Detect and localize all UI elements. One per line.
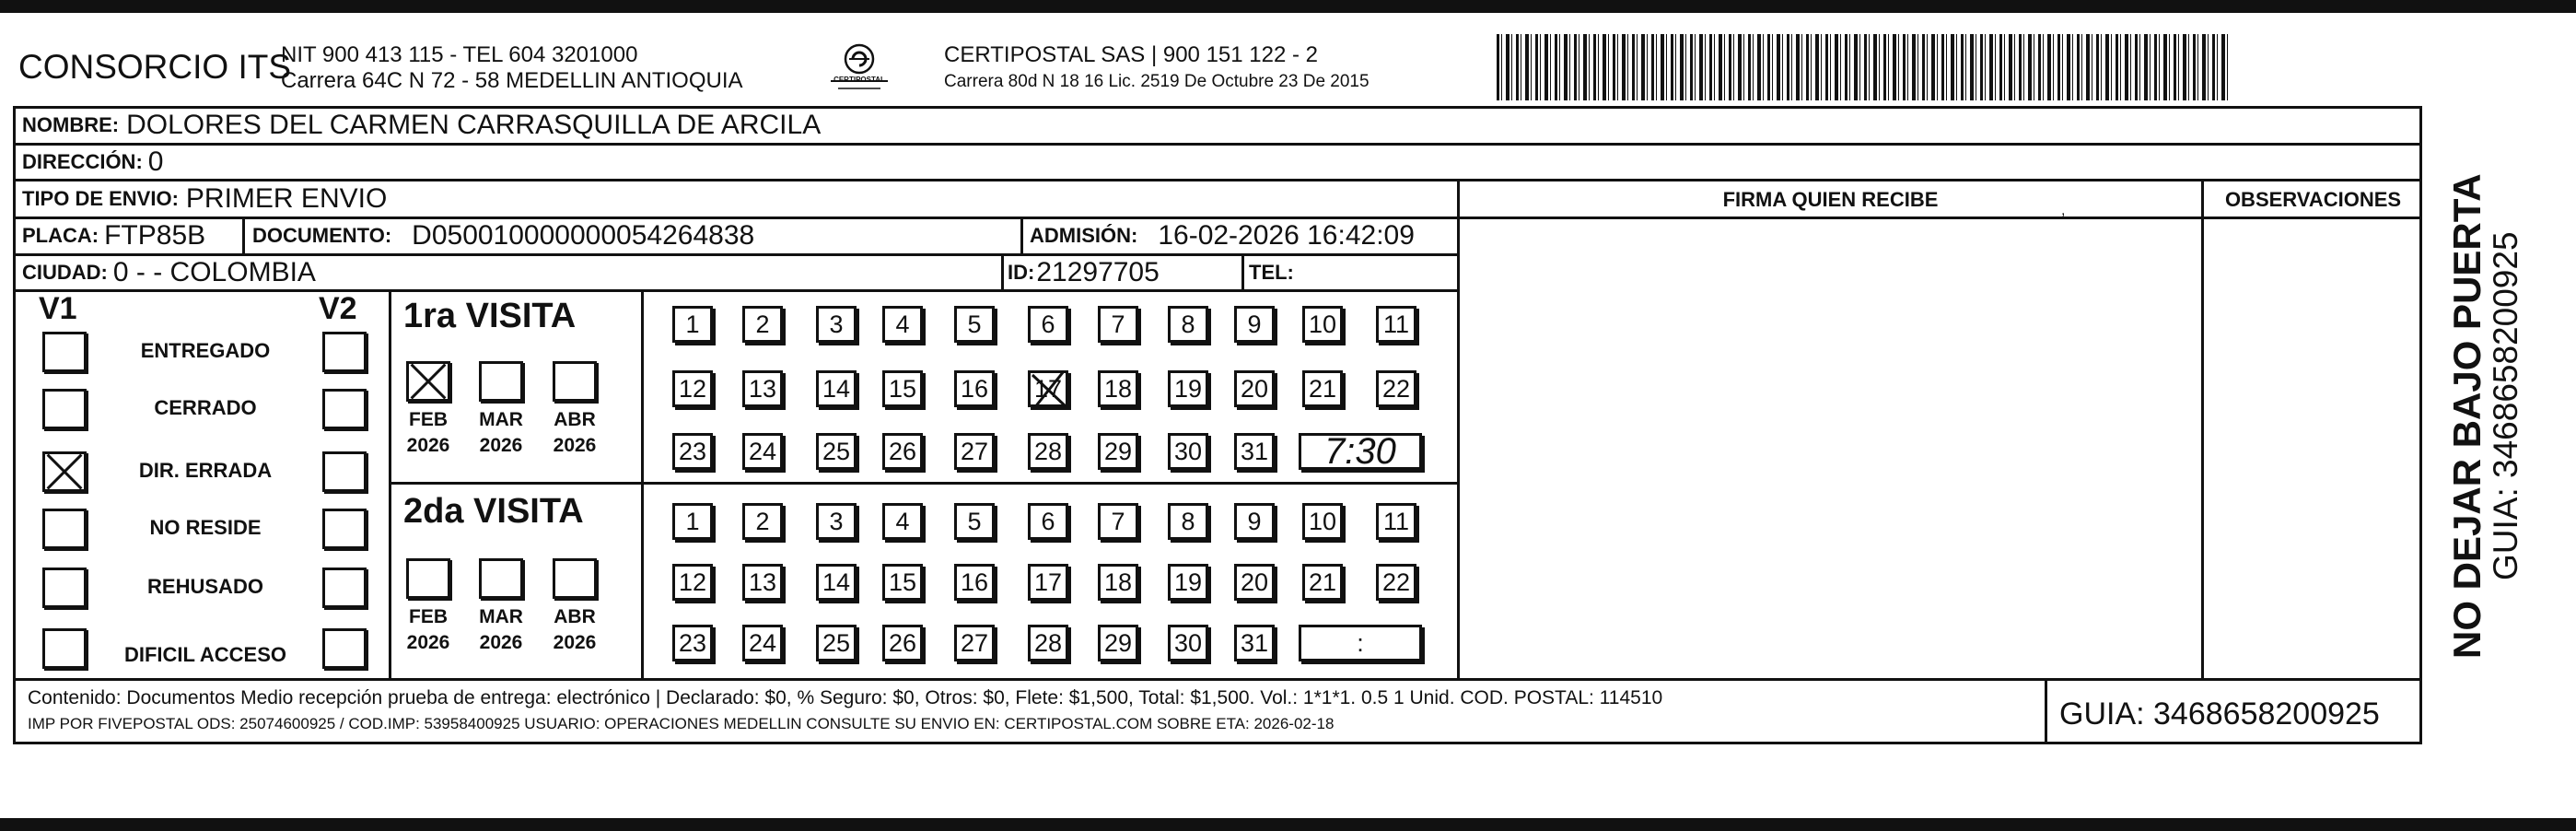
month-year: 2026 [553,435,597,456]
status-label: CERRADO [154,396,257,419]
second-visit-month-checkbox[interactable] [479,558,523,599]
barcode [1497,34,2229,100]
nombre-label: NOMBRE: [22,113,120,136]
second-visit-day-box[interactable]: 5 [954,503,995,540]
first-visit-day-box[interactable]: 15 [882,370,923,407]
col-line-obs [2201,179,2204,680]
second-visit-day-box[interactable]: 7 [1098,503,1138,540]
month-name: ABR [554,606,596,627]
second-visit-day-box[interactable]: 23 [672,625,713,661]
id-value: 21297705 [1036,257,1160,287]
first-visit-day-box[interactable]: 24 [742,433,783,470]
observaciones-heading: OBSERVACIONES [2224,188,2402,211]
first-visit-day-box[interactable]: 9 [1234,306,1275,343]
placa-value: FTP85B [104,220,206,251]
col-line-guia [2045,678,2047,744]
first-visit-day-box[interactable]: 1 [672,306,713,343]
second-visit-day-box[interactable]: 30 [1168,625,1208,661]
firma-heading: FIRMA QUIEN RECIBE [1722,188,1939,211]
tipo-value: PRIMER ENVIO [185,183,388,214]
first-visit-day-box[interactable]: 6 [1028,306,1068,343]
first-visit-day-box[interactable]: 21 [1302,370,1343,407]
month-name: FEB [409,606,448,627]
month-year: 2026 [479,632,523,653]
contenido-text: Contenido: Documentos Medio recepción prueba de entrega: electrónico | Declarado: $0, % Seguro: $0, Otros: $0, Flete: $1,500, Total: $1,500. Vol.: 1*1*1. 0.5 1 Unid. COD. POSTAL: 114510 [28,687,1663,708]
v2-checkbox[interactable] [322,628,367,669]
col-line-placa [242,217,245,253]
v2-heading: V2 [319,291,357,326]
direccion-label: DIRECCIÓN: [22,150,143,173]
second-visit-month-label [542,604,607,656]
month-year: 2026 [406,435,450,456]
second-visit-day-box[interactable]: 4 [882,503,923,540]
second-visit-time-box[interactable]: : [1299,625,1422,661]
v2-checkbox[interactable] [322,332,367,372]
logo-text: CERTIPOSTAL [833,76,885,84]
v2-checkbox[interactable] [322,509,367,549]
month-name: MAR [479,409,523,430]
month-name: ABR [554,409,596,430]
second-visit-day-box[interactable]: 18 [1098,564,1138,601]
second-visit-day-box[interactable]: 21 [1302,564,1343,601]
first-visit-month-label [396,407,460,459]
first-visit-day-box[interactable]: 31 [1234,433,1275,470]
tel-label: TEL: [1249,261,1294,284]
second-visit-day-box[interactable]: 8 [1168,503,1208,540]
admision-row [1030,218,1415,253]
placa-row [22,218,205,253]
admision-value: 16-02-2026 16:42:09 [1158,220,1415,251]
ciudad-label: CIUDAD: [22,261,108,284]
v1-checkbox[interactable] [42,568,87,608]
status-label: DIFICIL ACCESO [123,643,286,666]
second-visit-day-box[interactable]: 28 [1028,625,1068,661]
row-line [13,143,2422,146]
first-visit-month-checkbox[interactable] [406,361,450,402]
col-line-tel [1241,253,1244,290]
documento-label: DOCUMENTO: [252,224,392,247]
guia-text: GUIA: 3468658200925 [2059,696,2380,732]
second-visit-month-checkbox[interactable] [406,558,450,599]
month-year: 2026 [406,632,450,653]
second-visit-day-box[interactable]: 10 [1302,503,1343,540]
first-visit-day-box[interactable]: 25 [816,433,857,470]
v2-checkbox[interactable] [322,389,367,429]
first-visit-day-box[interactable]: 14 [816,370,857,407]
carrier-line2: Carrera 80d N 18 16 Lic. 2519 De Octubre 23 De 2015 [944,72,1370,91]
v1-checkbox[interactable] [42,451,87,492]
visit-divider [389,482,1459,485]
second-visit-day-box[interactable]: 16 [954,564,995,601]
month-name: MAR [479,606,523,627]
first-visit-title: 1ra VISITA [403,297,577,335]
first-visit-day-box[interactable]: 11 [1376,306,1416,343]
second-visit-day-box[interactable]: 19 [1168,564,1208,601]
col-line-admision [1020,217,1023,253]
first-visit-day-box[interactable]: 12 [672,370,713,407]
firma-tick-mark: , [2061,203,2066,218]
status-label: REHUSADO [147,575,263,598]
first-visit-month-label [542,407,607,459]
v2-checkbox[interactable] [322,451,367,492]
month-year: 2026 [479,435,523,456]
second-visit-day-box[interactable]: 13 [742,564,783,601]
month-year: 2026 [553,632,597,653]
first-visit-day-box[interactable]: 30 [1168,433,1208,470]
second-visit-month-checkbox[interactable] [553,558,597,599]
first-visit-day-box[interactable]: 26 [882,433,923,470]
second-visit-day-box[interactable]: 9 [1234,503,1275,540]
second-visit-day-box[interactable]: 31 [1234,625,1275,661]
documento-row [252,218,754,253]
first-visit-month-label [469,407,533,459]
second-visit-day-box[interactable]: 22 [1376,564,1416,601]
tipo-label: TIPO DE ENVIO: [22,187,179,210]
first-visit-day-box[interactable]: 29 [1098,433,1138,470]
v1-checkbox[interactable] [42,509,87,549]
tipo-row [22,181,387,217]
first-visit-day-box[interactable]: 22 [1376,370,1416,407]
v1-checkbox[interactable] [42,628,87,669]
second-visit-day-box[interactable]: 29 [1098,625,1138,661]
second-visit-day-box[interactable]: 20 [1234,564,1275,601]
first-visit-month-checkbox[interactable] [553,361,597,402]
month-name: FEB [409,409,448,430]
row-line [13,678,2422,681]
v2-checkbox[interactable] [322,568,367,608]
status-label: DIR. ERRADA [138,459,273,482]
second-visit-day-box[interactable]: 11 [1376,503,1416,540]
first-visit-day-box[interactable]: 20 [1234,370,1275,407]
first-visit-day-box[interactable]: 28 [1028,433,1068,470]
first-visit-day-box[interactable]: 8 [1168,306,1208,343]
second-visit-day-box[interactable]: 3 [816,503,857,540]
status-label: ENTREGADO [140,339,271,362]
first-visit-day-box[interactable]: 4 [882,306,923,343]
first-visit-day-box[interactable]: 19 [1168,370,1208,407]
second-visit-day-box[interactable]: 15 [882,564,923,601]
second-visit-day-box[interactable]: 24 [742,625,783,661]
second-visit-day-box[interactable]: 25 [816,625,857,661]
company-line1: NIT 900 413 115 - TEL 604 3201000 [281,42,638,67]
handwritten-x-mark [1027,368,1071,412]
admision-label: ADMISIÓN: [1030,224,1138,247]
direccion-row [22,145,163,180]
first-visit-day-box[interactable]: 27 [954,433,995,470]
first-visit-day-box[interactable]: 5 [954,306,995,343]
second-visit-day-box[interactable]: 26 [882,625,923,661]
first-visit-day-box[interactable]: 18 [1098,370,1138,407]
first-visit-month-checkbox[interactable] [479,361,523,402]
second-visit-day-box[interactable]: 1 [672,503,713,540]
first-visit-day-box[interactable]: 13 [742,370,783,407]
first-visit-day-box[interactable]: 10 [1302,306,1343,343]
second-visit-day-box[interactable]: 14 [816,564,857,601]
v1-checkbox[interactable] [42,332,87,372]
second-visit-month-label [396,604,460,656]
second-visit-title: 2da VISITA [403,492,584,531]
second-visit-day-box[interactable]: 12 [672,564,713,601]
imp-text: IMP POR FIVEPOSTAL ODS: 25074600925 / COD.IMP: 53958400925 USUARIO: OPERACIONES MEDELLIN CONSULTE SU ENVIO EN: CERTIPOSTAL.COM SOBRE ETA: 2026-02-18 [28,715,1335,732]
ciudad-row [22,255,316,290]
nombre-row [22,108,821,143]
side-warning-text: NO DEJAR BAJO PUERTA [2445,173,2489,659]
first-visit-day-box[interactable]: 3 [816,306,857,343]
direccion-value: 0 [147,146,164,177]
placa-label: PLACA: [22,224,99,247]
company-line2: Carrera 64C N 72 - 58 MEDELLIN ANTIOQUIA [281,68,743,93]
first-visit-day-box[interactable]: 16 [954,370,995,407]
col-line-id [1001,253,1004,290]
first-visit-day-box[interactable]: 2 [742,306,783,343]
second-visit-day-box[interactable]: 27 [954,625,995,661]
carrier-line1: CERTIPOSTAL SAS | 900 151 122 - 2 [944,42,1318,67]
id-label: ID: [1008,261,1035,284]
second-visit-day-box[interactable]: 6 [1028,503,1068,540]
col-line-firma [1457,179,1460,680]
top-edge-band [0,0,2576,13]
first-visit-day-box[interactable]: 17 [1028,370,1068,407]
v1-checkbox[interactable] [42,389,87,429]
second-visit-day-box[interactable]: 2 [742,503,783,540]
side-guia-text: GUIA: 3468658200925 [2487,231,2524,580]
certipostal-logo [822,41,897,96]
second-visit-day-box[interactable]: 17 [1028,564,1068,601]
nombre-value: DOLORES DEL CARMEN CARRASQUILLA DE ARCILA [126,110,822,140]
first-visit-time-box[interactable]: 7:30 [1299,433,1422,470]
v1-heading: V1 [39,291,77,326]
first-visit-day-box[interactable]: 23 [672,433,713,470]
tel-row [1249,255,1300,290]
id-row [1008,255,1160,290]
second-visit-month-label [469,604,533,656]
bottom-edge-band [0,818,2576,831]
status-label: NO RESIDE [149,516,262,539]
company-name: CONSORCIO ITS [18,48,292,86]
first-visit-day-box[interactable]: 7 [1098,306,1138,343]
documento-value: D050010000000054264838 [412,220,755,251]
ciudad-value: 0 - - COLOMBIA [112,257,316,287]
